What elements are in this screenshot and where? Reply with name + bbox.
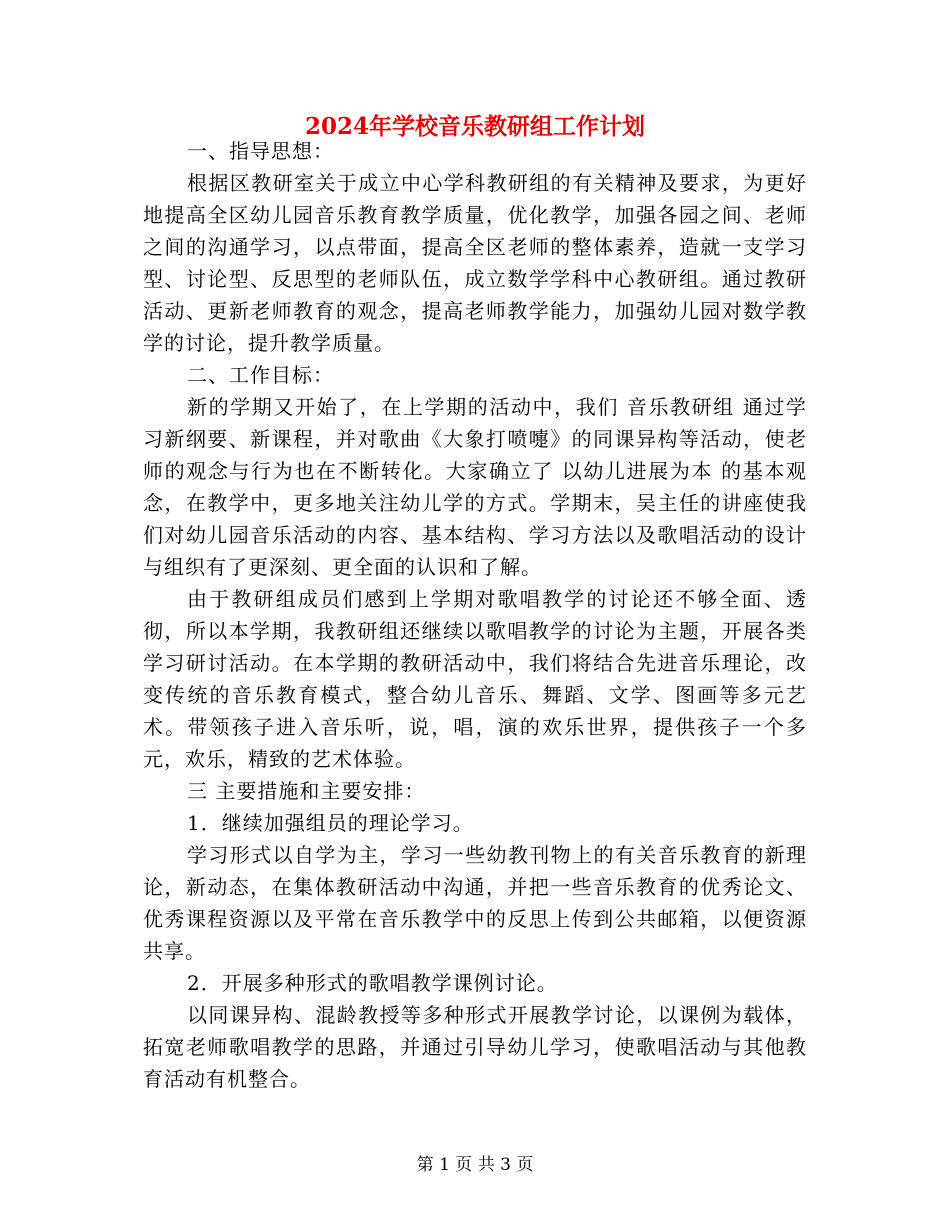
heading-guiding-ideology: 一、指导思想： <box>187 139 334 163</box>
paragraph-work-goals-1: 新的学期又开始了，在上学期的活动中，我们 音乐教研组 通过学习新纲要、新课程，并对歌曲《大象打喷嚏》的同课异构等活动，使老师的观念与行为也在不断转化。大家确立了 以幼儿进展为本 的基本观念，在教学中，更多地关注幼儿学的方式。学期末，吴主任的讲座使我们对幼儿园音乐活动的内容、基本结构、学习方法以及歌唱活动的设计与组织有了更深刻、更全面的认识和了解。 <box>143 395 807 579</box>
page-footer: 第 1 页 共 3 页 <box>416 1155 534 1175</box>
heading-work-goals: 二、工作目标： <box>187 363 334 387</box>
document-title: 2024年学校音乐教研组工作计划 <box>304 113 645 140</box>
paragraph-work-goals-2: 由于教研组成员们感到上学期对歌唱教学的讨论还不够全面、透彻，所以本学期，我教研组还继续以歌唱教学的讨论为主题，开展各类学习研讨活动。在本学期的教研活动中，我们将结合先进音乐理论，改变传统的音乐教育模式，整合幼儿音乐、舞蹈、文学、图画等多元艺术。带领孩子进入音乐听，说，唱，演的欢乐世界，提供孩子一个多元，欢乐，精致的艺术体验。 <box>143 587 807 771</box>
subheading-theory-study: 1．继续加强组员的理论学习。 <box>187 811 474 835</box>
paragraph-theory-study: 学习形式以自学为主，学习一些幼教刊物上的有关音乐教育的新理论，新动态，在集体教研活动中沟通，并把一些音乐教育的优秀论文、优秀课程资源以及平常在音乐教学中的反思上传到公共邮箱，以便资源共享。 <box>143 843 807 963</box>
heading-measures: 三 主要措施和主要安排： <box>187 779 426 803</box>
paragraph-guiding-ideology: 根据区教研室关于成立中心学科教研组的有关精神及要求，为更好地提高全区幼儿园音乐教育教学质量，优化教学，加强各园之间、老师之间的沟通学习，以点带面，提高全区老师的整体素养，造就一支学习型、讨论型、反思型的老师队伍，成立数学学科中心教研组。通过教研活动、更新老师教育的观念，提高老师教学能力，加强幼儿园对数学教学的讨论，提升教学质量。 <box>143 171 807 355</box>
subheading-singing-cases: 2．开展多种形式的歌唱教学课例讨论。 <box>187 971 558 995</box>
paragraph-singing-cases: 以同课异构、混龄教授等多种形式开展教学讨论，以课例为载体，拓宽老师歌唱教学的思路，并通过引导幼儿学习，使歌唱活动与其他教育活动有机整合。 <box>143 1003 807 1091</box>
document-body <box>143 135 807 1095</box>
